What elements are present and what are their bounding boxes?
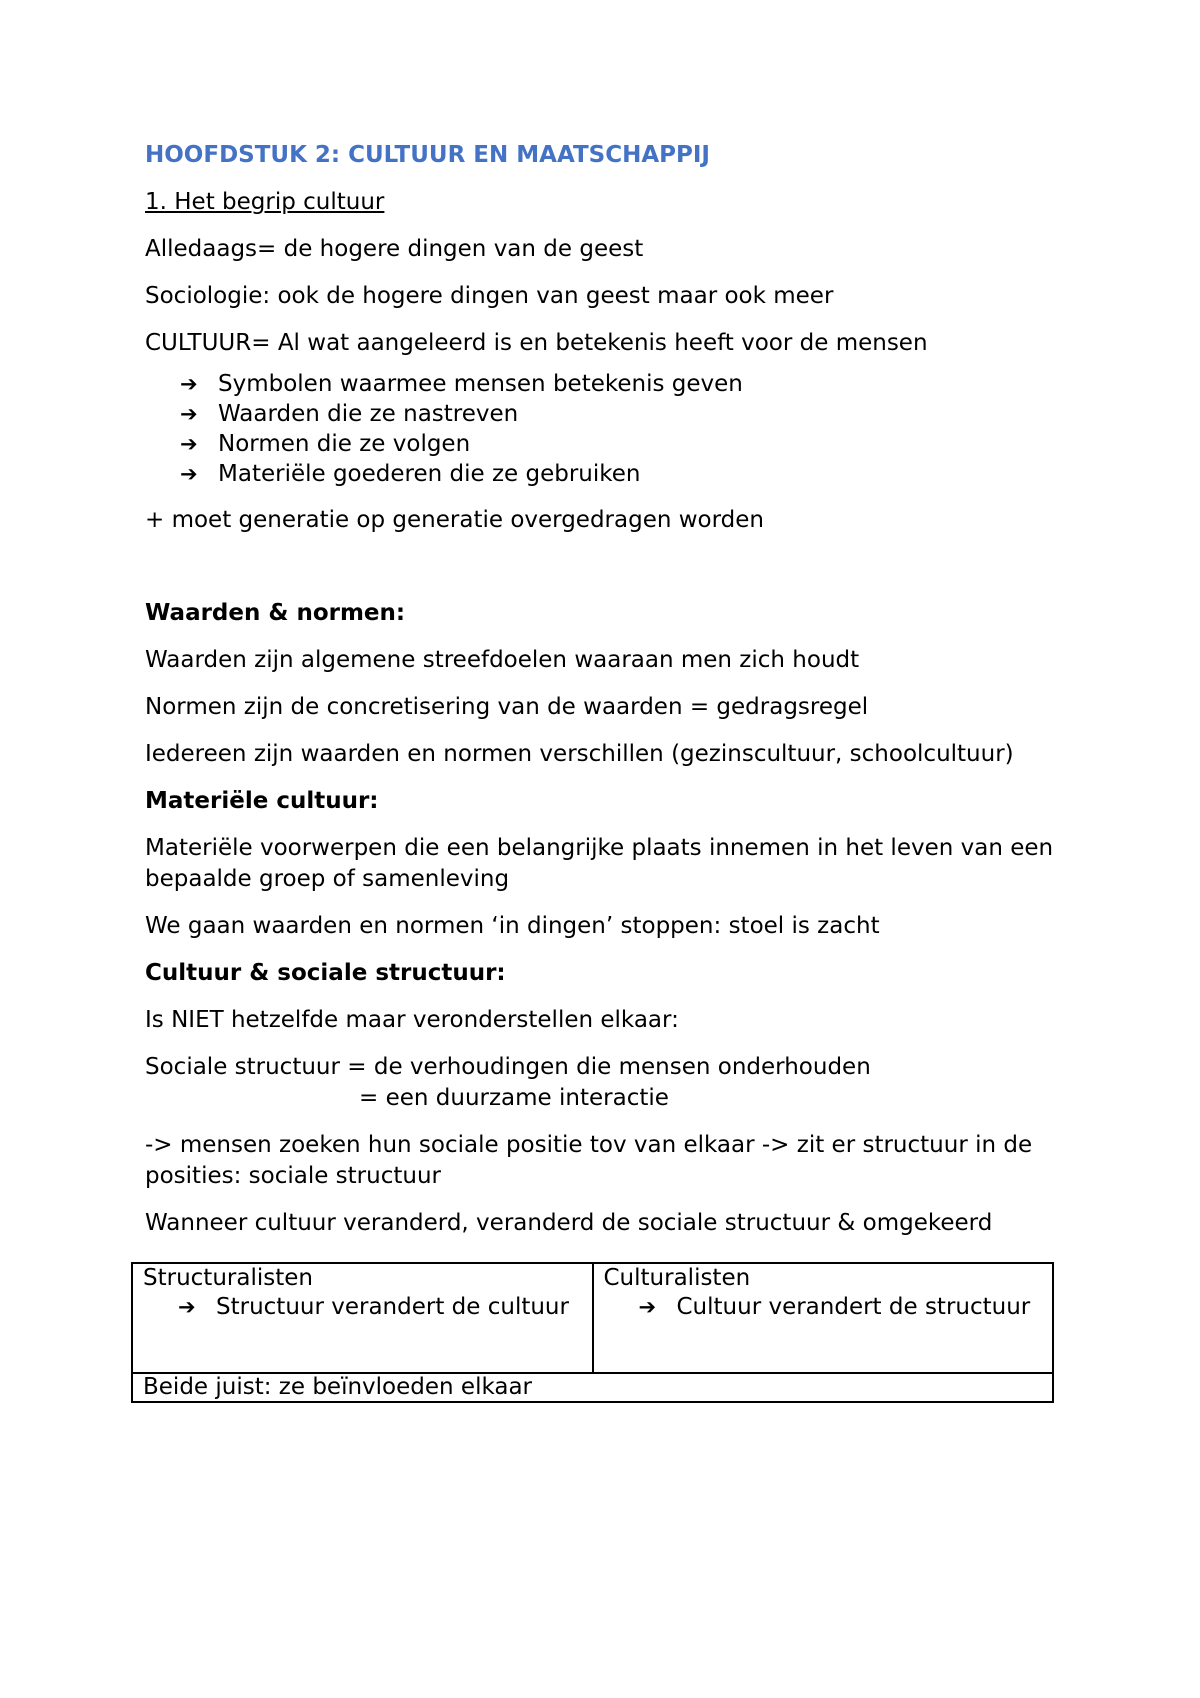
section-title-begrip-cultuur: 1. Het begrip cultuur (145, 189, 385, 215)
table-cell-culturalisten (593, 1263, 1054, 1373)
paragraph-generatie: + moet generatie op generatie overgedragen worden (145, 507, 765, 533)
arrow-right-icon: ➔ (638, 1295, 657, 1319)
section-title-materiele-cultuur: Materiële cultuur: (145, 788, 379, 814)
arrow-right-icon: ➔ (180, 462, 198, 486)
table-cell-structuralisten (132, 1263, 593, 1373)
table-header-culturalisten: Culturalisten (603, 1265, 751, 1291)
list-item-text: Cultuur verandert de structuur (676, 1294, 1031, 1320)
paragraph-in-dingen: We gaan waarden en normen ‘in dingen’ stoppen: stoel is zacht (145, 913, 880, 939)
list-item-text: Materiële goederen die ze gebruiken (218, 461, 641, 487)
list-item (145, 429, 1075, 459)
list-item-text: Normen die ze volgen (218, 431, 471, 457)
arrow-right-icon: ➔ (180, 432, 198, 456)
list-item-text: Symbolen waarmee mensen betekenis geven (218, 371, 743, 397)
paragraph-sociale-positie: -> mensen zoeken hun sociale positie tov van elkaar -> zit er structuur in de posities: sociale structuur (145, 1132, 1033, 1189)
paragraph-sociale-structuur-definition: Sociale structuur = de verhoudingen die mensen onderhouden (145, 1054, 871, 1080)
list-item (143, 1293, 582, 1322)
list-item (145, 369, 1075, 399)
paragraph-cultuur-definition: CULTUUR= Al wat aangeleerd is en betekenis heeft voor de mensen (145, 330, 928, 356)
list-item-text: Waarden die ze nastreven (218, 401, 519, 427)
table-row (132, 1263, 1053, 1373)
arrow-right-icon: ➔ (180, 372, 198, 396)
culture-elements-list (145, 369, 1075, 489)
table-cell-conclusion: Beide juist: ze beïnvloeden elkaar (132, 1373, 1053, 1402)
section-title-cultuur-sociale-structuur: Cultuur & sociale structuur: (145, 960, 506, 986)
arrow-right-icon: ➔ (180, 402, 198, 426)
paragraph-sociologie: Sociologie: ook de hogere dingen van geest maar ook meer (145, 283, 834, 309)
chapter-title: HOOFDSTUK 2: CULTUUR EN MAATSCHAPPIJ (145, 142, 710, 168)
list-item-text: Structuur verandert de cultuur (216, 1294, 569, 1320)
list-item (145, 459, 1075, 489)
paragraph-duurzame-interactie: = een duurzame interactie (359, 1085, 669, 1111)
document-page (145, 140, 1075, 1255)
comparison-table (131, 1262, 1054, 1403)
list-item (145, 399, 1075, 429)
paragraph-normen: Normen zijn de concretisering van de waarden = gedragsregel (145, 694, 869, 720)
arrow-right-icon: ➔ (178, 1295, 196, 1319)
paragraph-verandering: Wanneer cultuur veranderd, veranderd de sociale structuur & omgekeerd (145, 1210, 993, 1236)
paragraph-waarden: Waarden zijn algemene streefdoelen waaraan men zich houdt (145, 647, 860, 673)
empty-line (145, 552, 1075, 598)
table-row (132, 1373, 1053, 1402)
section-title-waarden-normen: Waarden & normen: (145, 600, 406, 626)
paragraph-niet-hetzelfde: Is NIET hetzelfde maar veronderstellen elkaar: (145, 1007, 679, 1033)
paragraph-materiele-voorwerpen: Materiële voorwerpen die een belangrijke plaats innemen in het leven van een bepaalde groep of samenleving (145, 835, 1054, 892)
paragraph-alledaags: Alledaags= de hogere dingen van de geest (145, 236, 644, 262)
list-item (604, 1293, 1043, 1322)
paragraph-iedereen: Iedereen zijn waarden en normen verschillen (gezinscultuur, schoolcultuur) (145, 741, 1014, 767)
table-header-structuralisten: Structuralisten (143, 1265, 313, 1291)
